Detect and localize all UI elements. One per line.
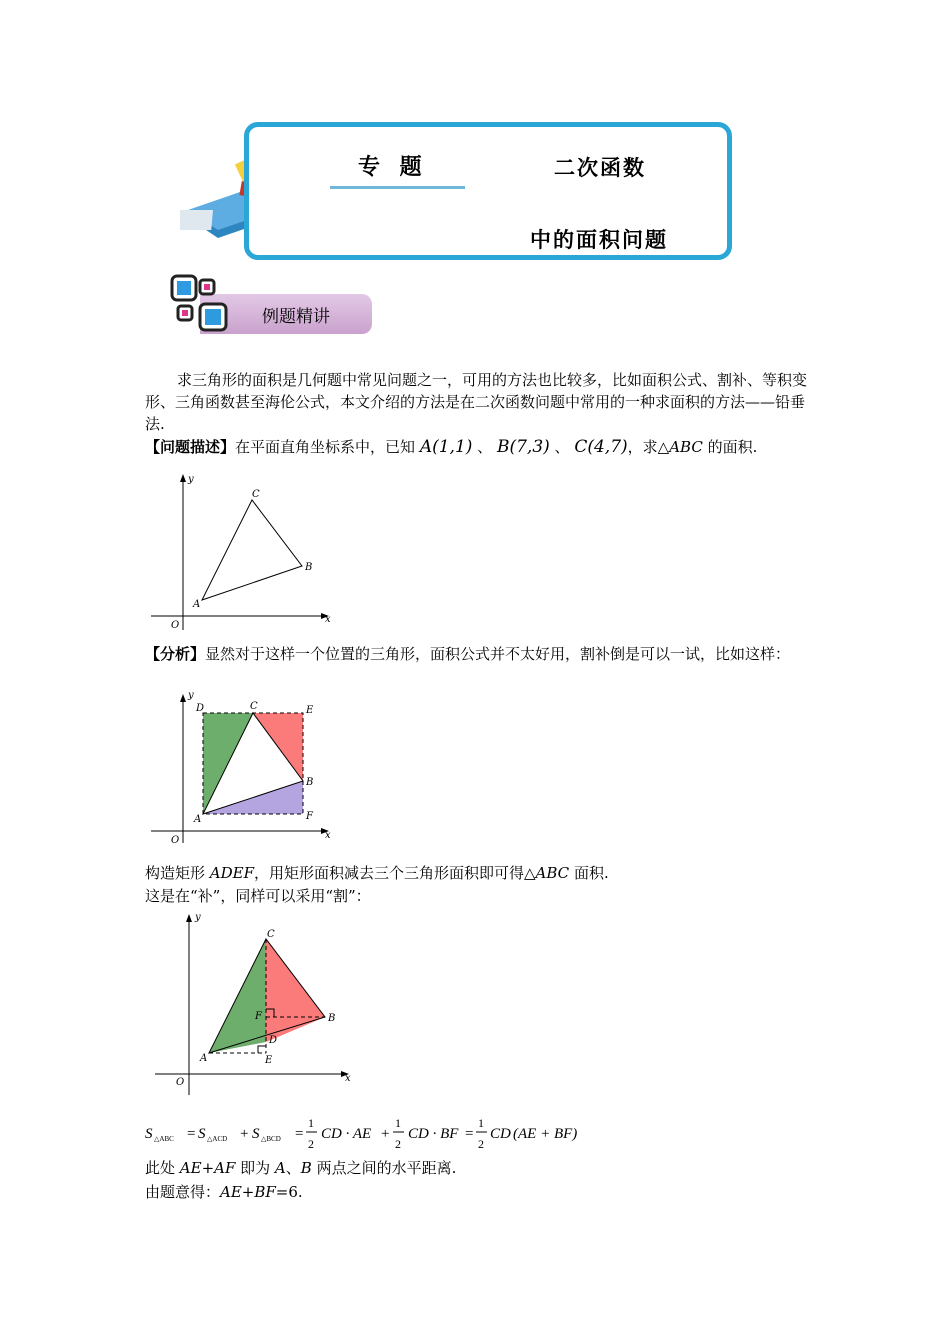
label-x: x bbox=[325, 830, 331, 841]
here-t4: 两点之间的水平距离. bbox=[311, 1159, 457, 1177]
here-t2: 即为 bbox=[235, 1159, 275, 1177]
sub-acd: △ACD bbox=[207, 1135, 228, 1143]
frac2-num: 1 bbox=[395, 1116, 401, 1130]
label-c: C bbox=[267, 929, 275, 940]
title-banner bbox=[180, 120, 740, 270]
banner-title-function: 二次函数 bbox=[554, 155, 646, 180]
label-x: x bbox=[345, 1073, 351, 1084]
sep-1: 、 bbox=[477, 438, 493, 456]
given-t2: =6. bbox=[275, 1183, 303, 1201]
rect-line-t3: 面积. bbox=[569, 864, 609, 882]
label-o: O bbox=[176, 1077, 185, 1088]
label-c: C bbox=[252, 489, 260, 500]
horizontal-distance-line bbox=[145, 1157, 810, 1179]
analysis-tag: 【分析】 bbox=[145, 645, 206, 663]
s-bcd: S bbox=[252, 1126, 260, 1142]
label-b: B bbox=[305, 562, 313, 573]
rect-line-t1: 构造矩形 bbox=[145, 864, 210, 882]
label-y: y bbox=[188, 690, 194, 701]
cd-bf: CD · BF bbox=[408, 1126, 459, 1142]
rect-tri: ABC bbox=[535, 864, 570, 882]
point-a: A(1,1) bbox=[419, 437, 473, 457]
cd: CD bbox=[490, 1126, 511, 1142]
plus-1: + bbox=[240, 1126, 249, 1142]
analysis-text: 显然对于这样一个位置的三角形，面积公式并不太好用，割补倒是可以一试，比如这样： bbox=[205, 645, 791, 663]
rect-line-t2: ，用矩形面积减去三个三角形面积即可得△ bbox=[254, 864, 536, 882]
cut-line: 这是在“补”，同样可以采用“割”： bbox=[145, 887, 371, 905]
label-c: C bbox=[250, 701, 258, 712]
point-c: C(4,7) bbox=[574, 437, 628, 457]
frac3-num: 1 bbox=[478, 1116, 484, 1130]
label-o: O bbox=[171, 835, 180, 846]
label-f: F bbox=[255, 1011, 262, 1022]
problem-text2: ，求△ bbox=[627, 438, 670, 456]
figure-rectangle bbox=[145, 688, 345, 848]
frac3-den: 2 bbox=[478, 1137, 484, 1151]
given-expr: AE+BF bbox=[220, 1183, 276, 1201]
label-b: B bbox=[306, 777, 314, 788]
frac1-den: 2 bbox=[308, 1137, 314, 1151]
label-o: O bbox=[171, 620, 180, 631]
area-formula bbox=[145, 1112, 665, 1156]
problem-text1: 在平面直角坐标系中，已知 bbox=[235, 438, 416, 456]
problem-line bbox=[145, 436, 825, 458]
here-b: B bbox=[300, 1159, 312, 1177]
section-label: 例题精讲 bbox=[262, 307, 330, 327]
given-t1: 由题意得： bbox=[145, 1183, 221, 1201]
label-y: y bbox=[195, 912, 201, 923]
figure-cut bbox=[145, 910, 365, 1100]
frac2-den: 2 bbox=[395, 1137, 401, 1151]
triangle-abc bbox=[202, 500, 302, 600]
point-b: B(7,3) bbox=[496, 437, 550, 457]
frac1-num: 1 bbox=[308, 1116, 314, 1130]
s-abc: S bbox=[145, 1126, 153, 1142]
label-a: A bbox=[200, 1053, 208, 1064]
label-a: A bbox=[194, 814, 202, 825]
section-tag bbox=[170, 274, 375, 338]
plus-2: + bbox=[381, 1126, 390, 1142]
sub-abc: △ABC bbox=[154, 1135, 174, 1143]
eq-2: = bbox=[295, 1126, 304, 1142]
ae-plus-bf: (AE + BF) bbox=[513, 1126, 578, 1142]
here-t3: 、 bbox=[285, 1159, 301, 1177]
sep-2: 、 bbox=[554, 438, 570, 456]
rect-name: ADEF bbox=[209, 864, 254, 882]
squares-icon bbox=[170, 274, 232, 336]
given-line bbox=[145, 1181, 810, 1203]
figure-triangle bbox=[145, 470, 345, 635]
banner-title-topic: 专 题 bbox=[358, 154, 428, 180]
banner-title-area: 中的面积问题 bbox=[530, 227, 668, 252]
here-a: A bbox=[274, 1159, 286, 1177]
label-x: x bbox=[325, 614, 331, 625]
sub-bcd: △BCD bbox=[261, 1135, 281, 1143]
cd-ae: CD · AE bbox=[321, 1126, 372, 1142]
eq-1: = bbox=[187, 1126, 196, 1142]
banner-divider bbox=[330, 184, 470, 192]
label-d: D bbox=[196, 703, 205, 714]
s-acd: S bbox=[198, 1126, 206, 1142]
here-expr: AE+AF bbox=[179, 1159, 236, 1177]
label-a: A bbox=[193, 599, 201, 610]
intro-paragraph: 求三角形的面积是几何题中常见问题之一，可用的方法也比较多，比如面积公式、割补、等积变形、三角函数甚至海伦公式，本文介绍的方法是在二次函数问题中常用的一种求面积的方法——铅垂法. bbox=[145, 371, 808, 433]
eq-3: = bbox=[465, 1126, 474, 1142]
problem-tri: ABC bbox=[669, 438, 703, 456]
label-e: E bbox=[265, 1055, 273, 1066]
label-d: D bbox=[269, 1035, 278, 1046]
analysis-paragraph bbox=[145, 643, 810, 665]
label-b: B bbox=[328, 1013, 336, 1024]
problem-tag: 【问题描述】 bbox=[145, 438, 236, 456]
rect-line bbox=[145, 862, 810, 884]
problem-text3: 的面积. bbox=[702, 438, 758, 456]
label-y: y bbox=[188, 474, 194, 485]
here-t1: 此处 bbox=[145, 1159, 180, 1177]
label-f: F bbox=[306, 811, 313, 822]
label-e: E bbox=[306, 705, 314, 716]
